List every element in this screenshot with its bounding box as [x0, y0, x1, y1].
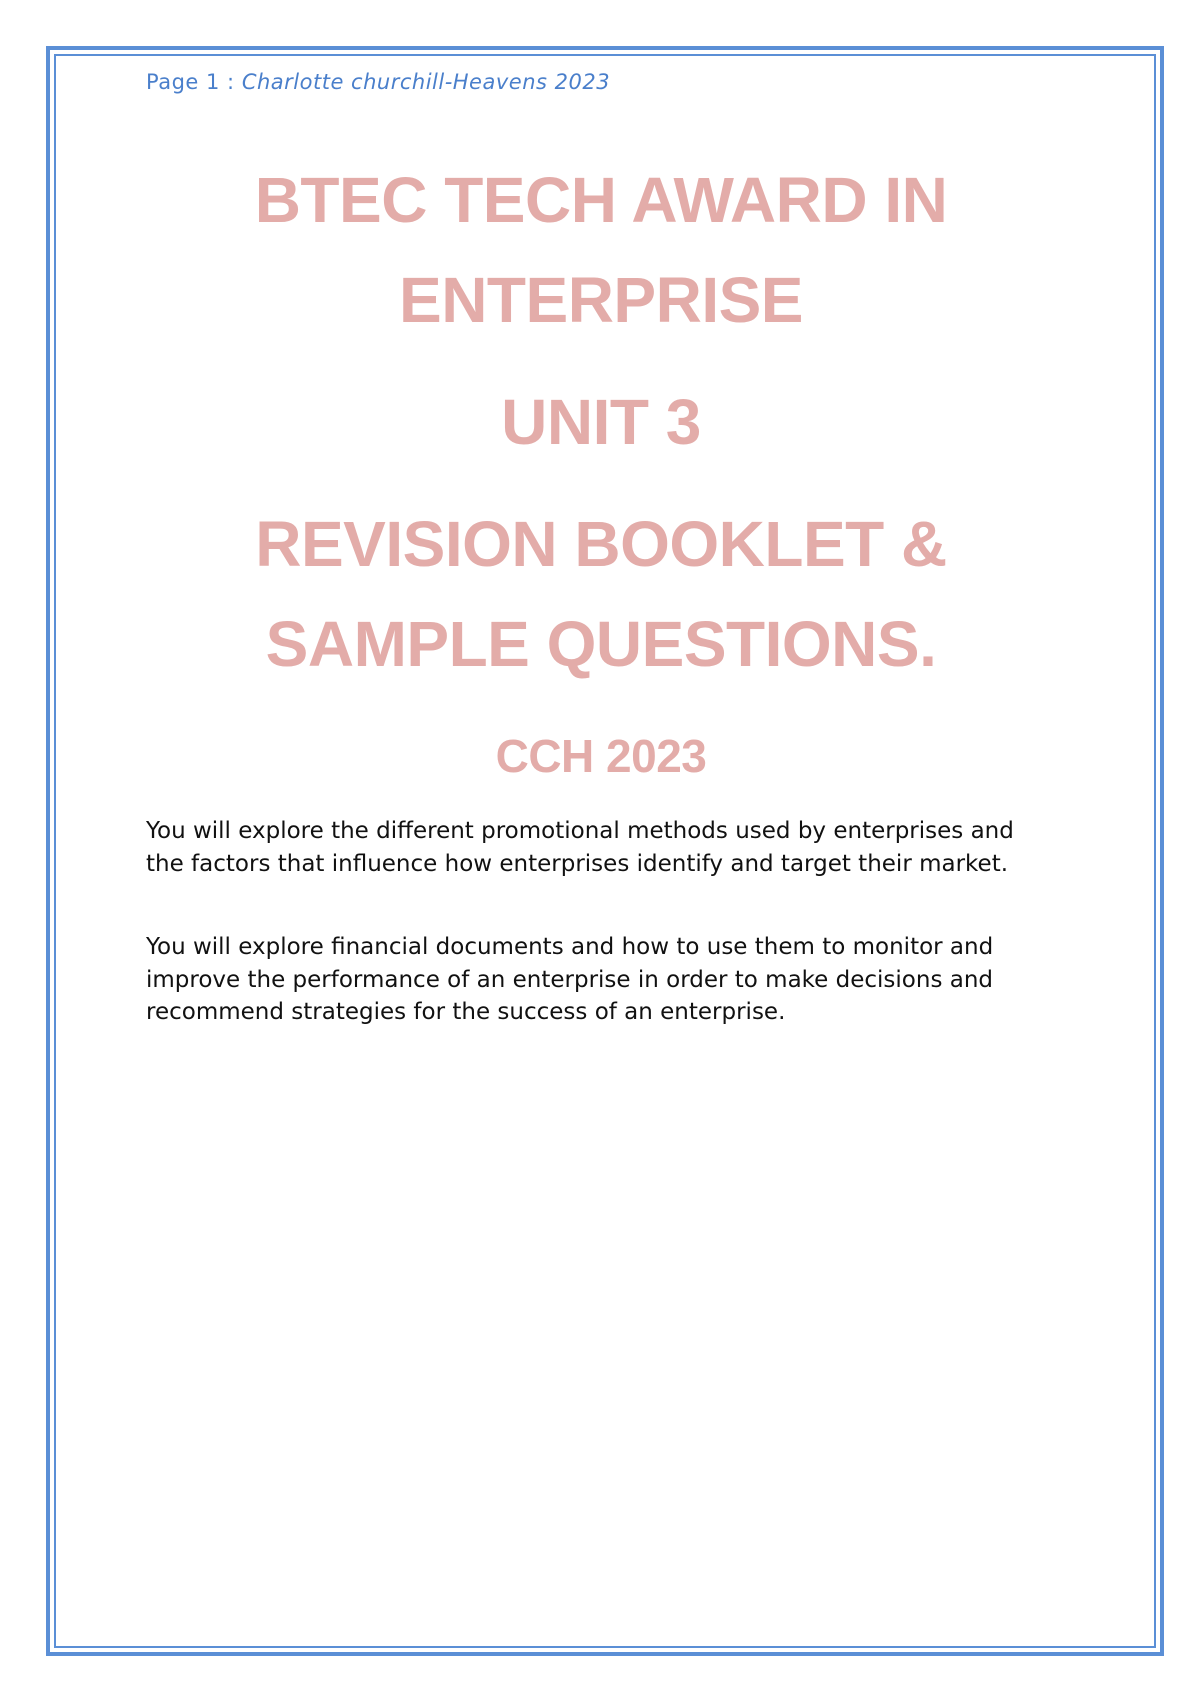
author-line: Charlotte churchill-Heavens 2023 — [241, 70, 611, 94]
title-line-5: SAMPLE QUESTIONS. — [265, 608, 937, 680]
title-group-booklet — [146, 494, 1056, 694]
title-line-3: UNIT 3 — [501, 386, 701, 458]
title-group-cch — [146, 720, 1056, 792]
intro-paragraph-1 — [146, 815, 1046, 880]
title-line-2: ENTERPRISE — [399, 264, 803, 336]
title-group-course — [146, 150, 1056, 350]
page-header — [146, 70, 610, 94]
title-group-unit — [146, 372, 1056, 472]
page-number-label: Page 1 : — [146, 70, 242, 94]
intro-paragraph-2 — [146, 931, 1046, 1029]
title-line-6: CCH 2023 — [495, 730, 707, 782]
title-line-4: REVISION BOOKLET & — [255, 508, 947, 580]
paragraph-text: You will explore the different promotional methods used by enterprises and the factors that influence how enterprises identify and target their market. — [146, 818, 1014, 877]
title-line-1: BTEC TECH AWARD IN — [254, 164, 948, 236]
paragraph-text: You will explore financial documents and how to use them to monitor and improve the performance of an enterprise in order to make decisions and recommend strategies for the success of an enterprise. — [146, 934, 994, 1025]
